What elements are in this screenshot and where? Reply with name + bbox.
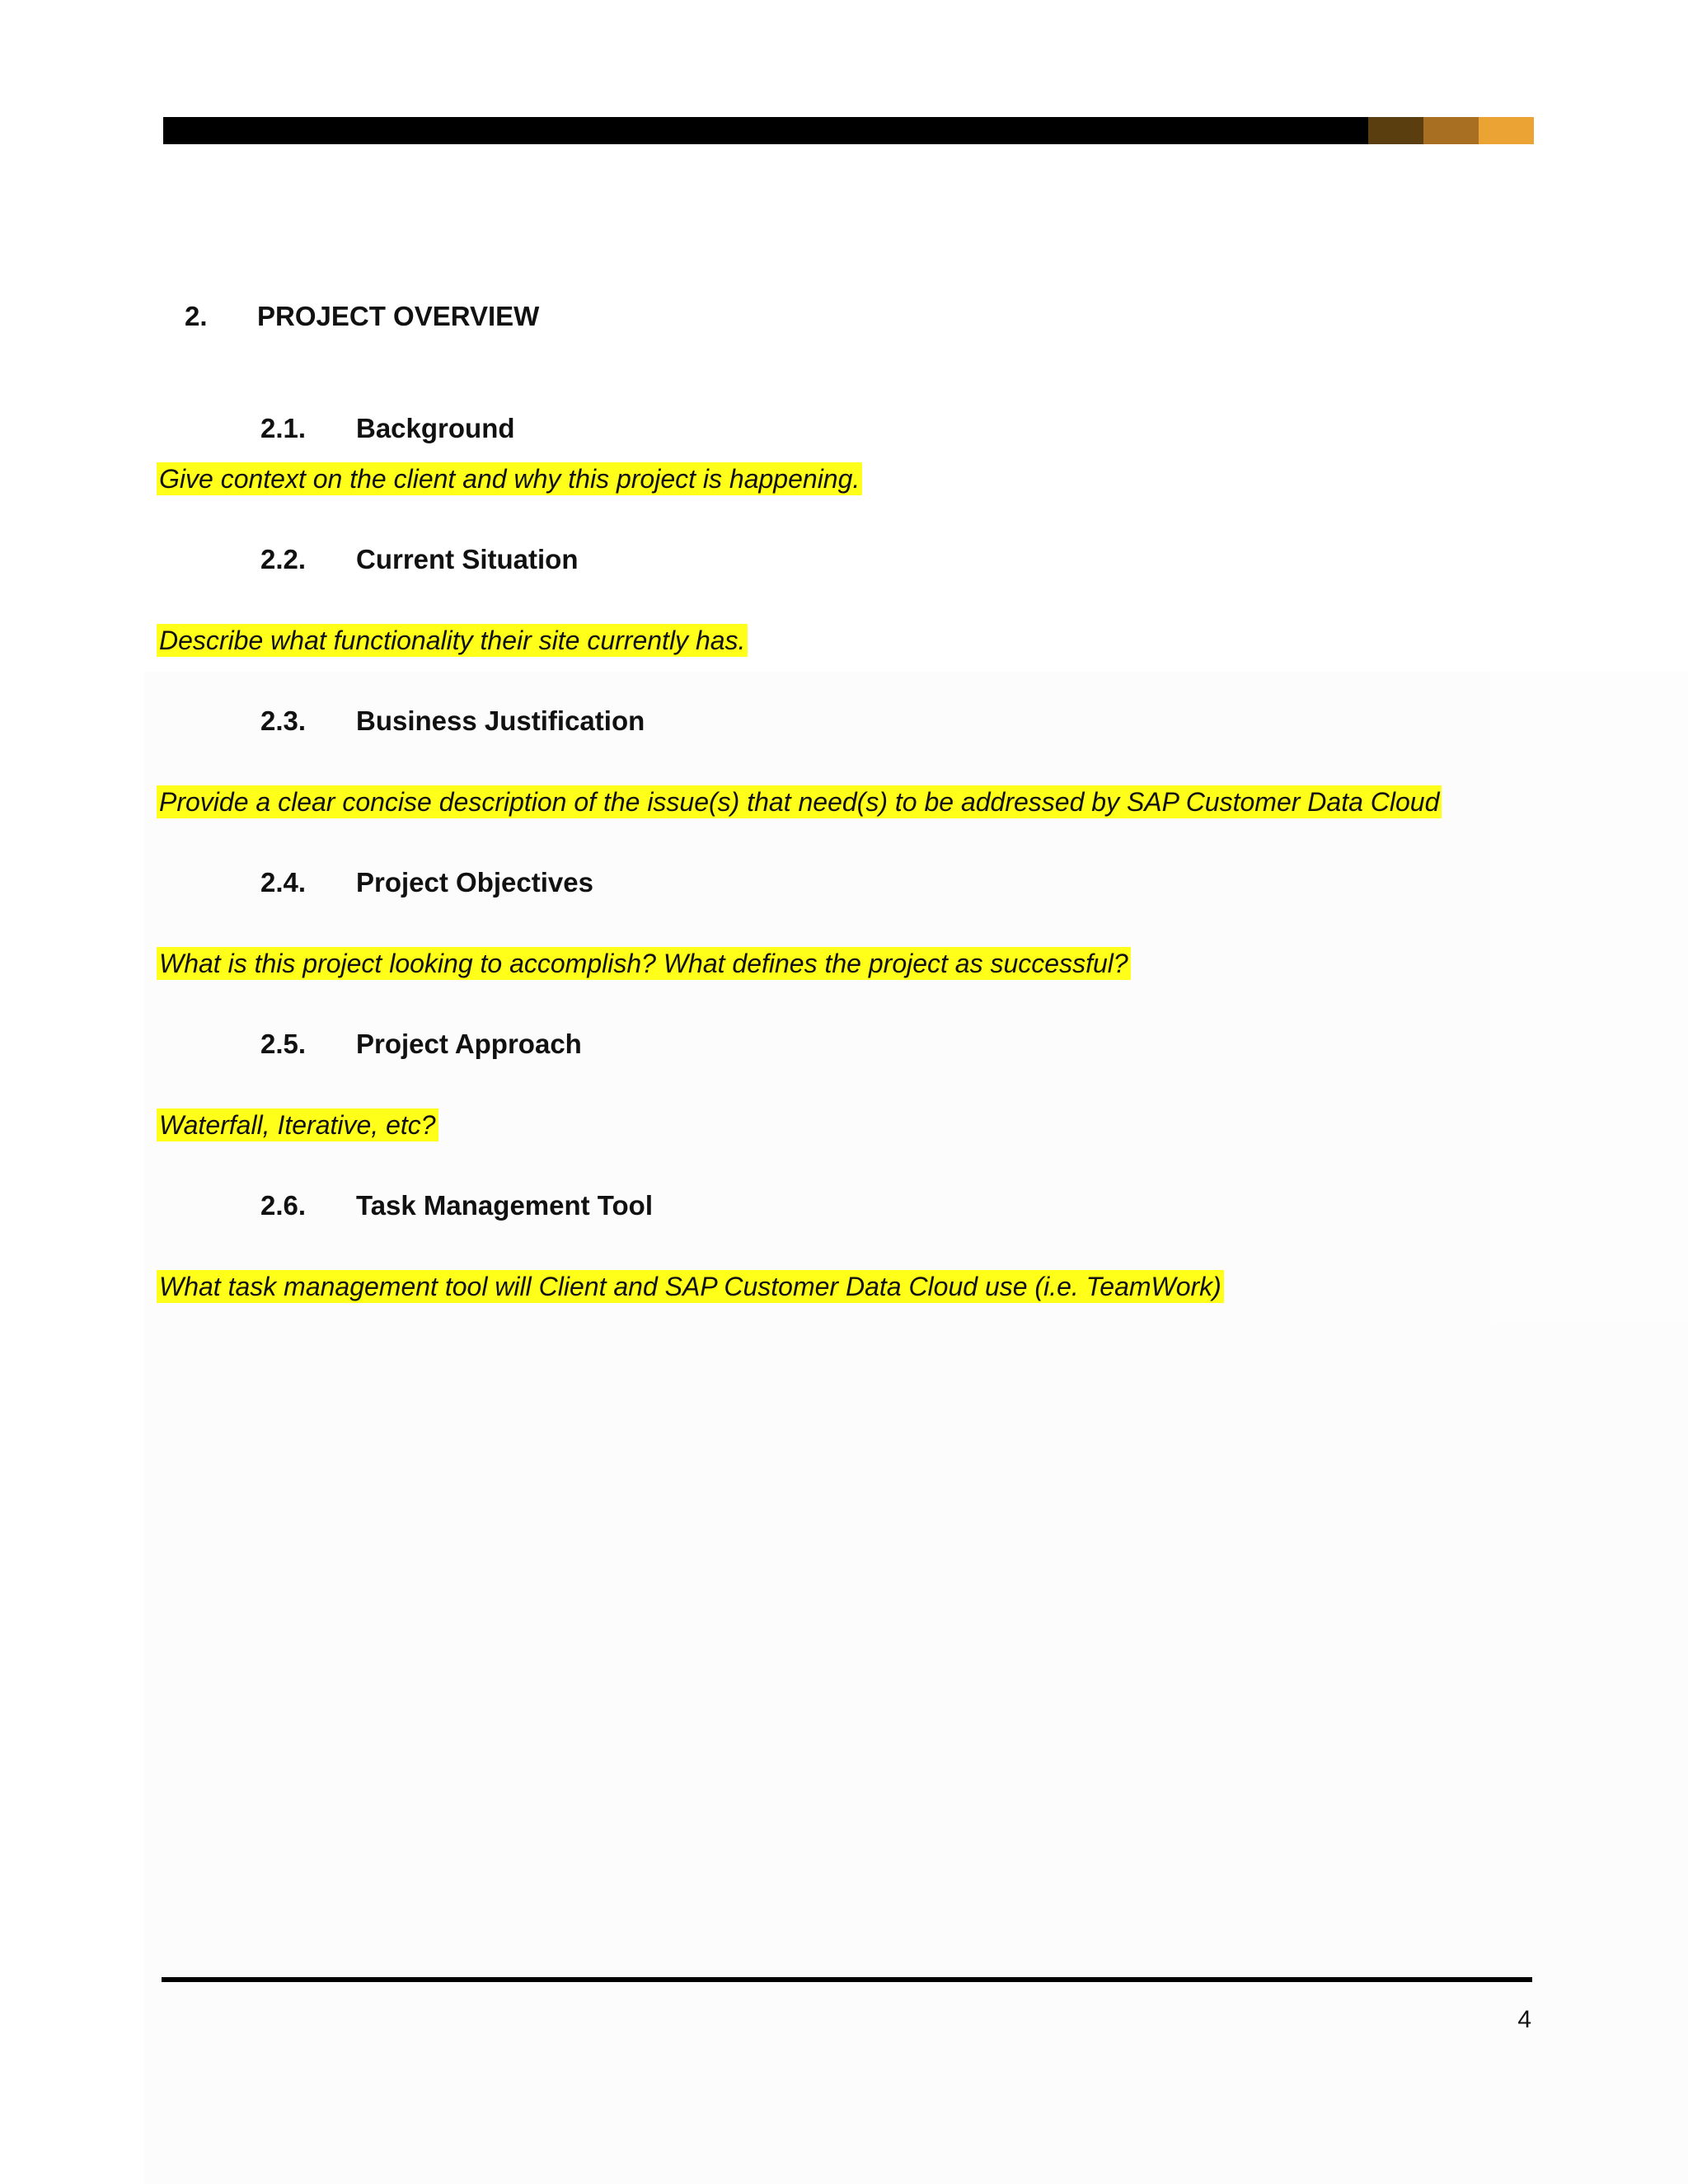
subsection-number: 2.6.: [260, 1190, 307, 1221]
subsection-title: Background: [356, 413, 515, 443]
header-bar-orange: [1479, 117, 1534, 144]
guidance-text-task-management-tool: What task management tool will Client and SAP Customer Data Cloud use (i.e. TeamWork): [157, 1270, 1224, 1303]
subsection-number: 2.2.: [260, 544, 307, 574]
subsection-heading-background: [260, 412, 515, 445]
guidance-text-project-objectives: What is this project looking to accomplish? What defines the project as successful?: [157, 947, 1131, 980]
footer-rule: [162, 1977, 1532, 1982]
guidance-text-current-situation: Describe what functionality their site currently has.: [157, 624, 748, 657]
page-background-right: [1496, 672, 1688, 1323]
header-bar-black: [163, 117, 1368, 144]
subsection-number: 2.1.: [260, 413, 307, 443]
section-title: PROJECT OVERVIEW: [257, 301, 540, 331]
section-number: 2.: [185, 301, 208, 331]
header-bar-brown: [1423, 117, 1479, 144]
subsection-title: Project Approach: [356, 1029, 582, 1059]
header-bar: [163, 117, 1534, 144]
subsection-number: 2.4.: [260, 867, 307, 898]
subsection-number: 2.5.: [260, 1029, 307, 1059]
subsection-title: Project Objectives: [356, 867, 593, 898]
guidance-text-business-justification: Provide a clear concise description of the issue(s) that need(s) to be addressed by SAP Customer Data Cloud: [157, 785, 1442, 818]
section-heading: [185, 300, 539, 333]
subsection-title: Business Justification: [356, 705, 645, 736]
page-number: 4: [1517, 2006, 1531, 2033]
subsection-heading-task-management-tool: [260, 1189, 653, 1222]
guidance-text-background: Give context on the client and why this project is happening.: [157, 462, 862, 495]
header-bar-dark-brown: [1368, 117, 1423, 144]
subsection-heading-project-approach: [260, 1028, 582, 1061]
subsection-number: 2.3.: [260, 705, 307, 736]
subsection-heading-project-objectives: [260, 866, 593, 899]
guidance-text-project-approach: Waterfall, Iterative, etc?: [157, 1108, 438, 1141]
subsection-title: Current Situation: [356, 544, 579, 574]
subsection-heading-business-justification: [260, 705, 645, 738]
subsection-title: Task Management Tool: [356, 1190, 654, 1221]
subsection-heading-current-situation: [260, 543, 579, 576]
